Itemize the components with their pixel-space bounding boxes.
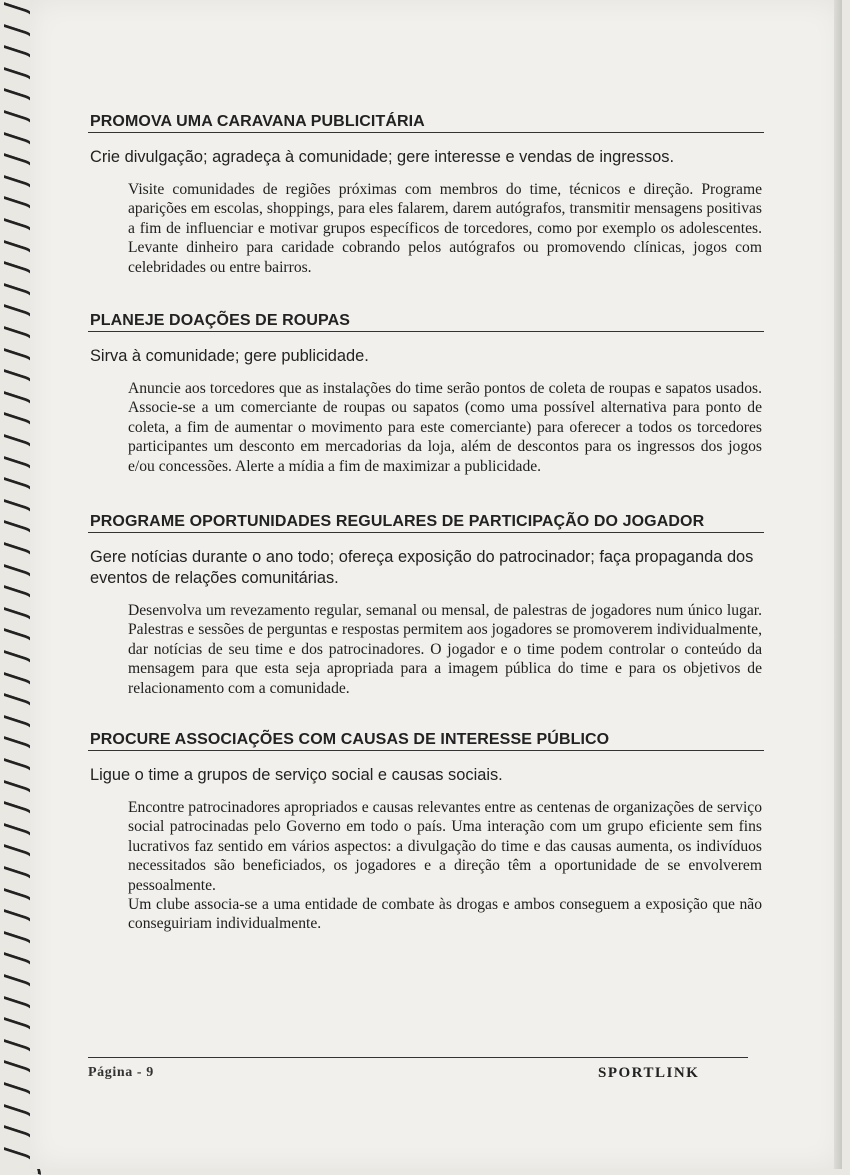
section-subtitle: Ligue o time a grupos de serviço social e causas sociais. xyxy=(90,766,503,784)
section-heading: PROMOVA UMA CARAVANA PUBLICITÁRIA xyxy=(88,113,764,133)
section-heading: PROCURE ASSOCIAÇÕES COM CAUSAS DE INTERESSE PÚBLICO xyxy=(88,731,764,751)
section-associacoes xyxy=(88,731,764,934)
section-body xyxy=(128,180,762,277)
paragraph: Visite comunidades de regiões próximas com membros do time, técnicos e direção. Programe aparições em escolas, shoppings, para eles falarem, darem autógrafos, transmitir mensagens positivas a fim de influenciar e motivar grupos específicos de torcedores, como por exemplo os adolescentes. Levante dinheiro para caridade cobrando pelos autógrafos ou promovendo clínicas, jogos com celebridades ou entre bairros. xyxy=(128,181,762,276)
section-jogador xyxy=(88,513,764,698)
section-subtitle: Gere notícias durante o ano todo; ofereça exposição do patrocinador; faça propaganda dos eventos de relações comunitárias. xyxy=(90,548,754,587)
paragraph: Anuncie aos torcedores que as instalações do time serão pontos de coleta de roupas e sapatos usados. Associe-se a um comerciante de roupas ou sapatos (como uma possível alternativa para ponto de coleta, a fim de aumentar o movimento para este comerciante) para oferecer a todos os torcedores participantes um desconto em mercadorias da loja, além de descontos para os ingressos dos jogos e/ou concessões. Alerte a mídia a fim de maximizar a publicidade. xyxy=(128,380,762,475)
brand-name: SPORTLINK xyxy=(598,1065,700,1081)
paragraph: Encontre patrocinadores apropriados e causas relevantes entre as centenas de organizações de serviço social patrocinadas pelo Governo em todo o país. Uma interação com um grupo eficiente sem fins lucrativos faz sentido em vários aspectos: a divulgação do time e das causas aumenta, os indivíduos necessitados são beneficiados, os jogadores e a direção têm a oportunidade de se envolverem pessoalmente. xyxy=(128,799,762,894)
section-body xyxy=(128,601,762,698)
page-edge xyxy=(834,0,842,1169)
section-subtitle: Sirva à comunidade; gere publicidade. xyxy=(90,347,369,365)
section-body xyxy=(128,798,762,934)
paragraph: Desenvolva um revezamento regular, semanal ou mensal, de palestras de jogadores num único lugar. Palestras e sessões de perguntas e respostas permitem aos jogadores se promoverem individualmente, dar notícias de seu time e dos patrocinadores. O jogador e o time podem controlar o conteúdo da mensagem para que esta seja apropriada para a imagem pública do time e para os objetivos de relacionamento com a comunidade. xyxy=(128,602,762,697)
section-body xyxy=(128,379,762,476)
section-doacoes xyxy=(88,312,764,476)
footer-rule xyxy=(88,1057,748,1058)
section-subtitle: Crie divulgação; agradeça à comunidade; gere interesse e vendas de ingressos. xyxy=(90,148,675,166)
section-heading: PROGRAME OPORTUNIDADES REGULARES DE PARTICIPAÇÃO DO JOGADOR xyxy=(88,513,764,533)
page-number: Página - 9 xyxy=(88,1065,154,1080)
paragraph: Um clube associa-se a uma entidade de combate às drogas e ambos conseguem a exposição que não conseguiriam individualmente. xyxy=(128,896,762,933)
section-heading: PLANEJE DOAÇÕES DE ROUPAS xyxy=(88,312,764,332)
section-caravana xyxy=(88,113,764,277)
